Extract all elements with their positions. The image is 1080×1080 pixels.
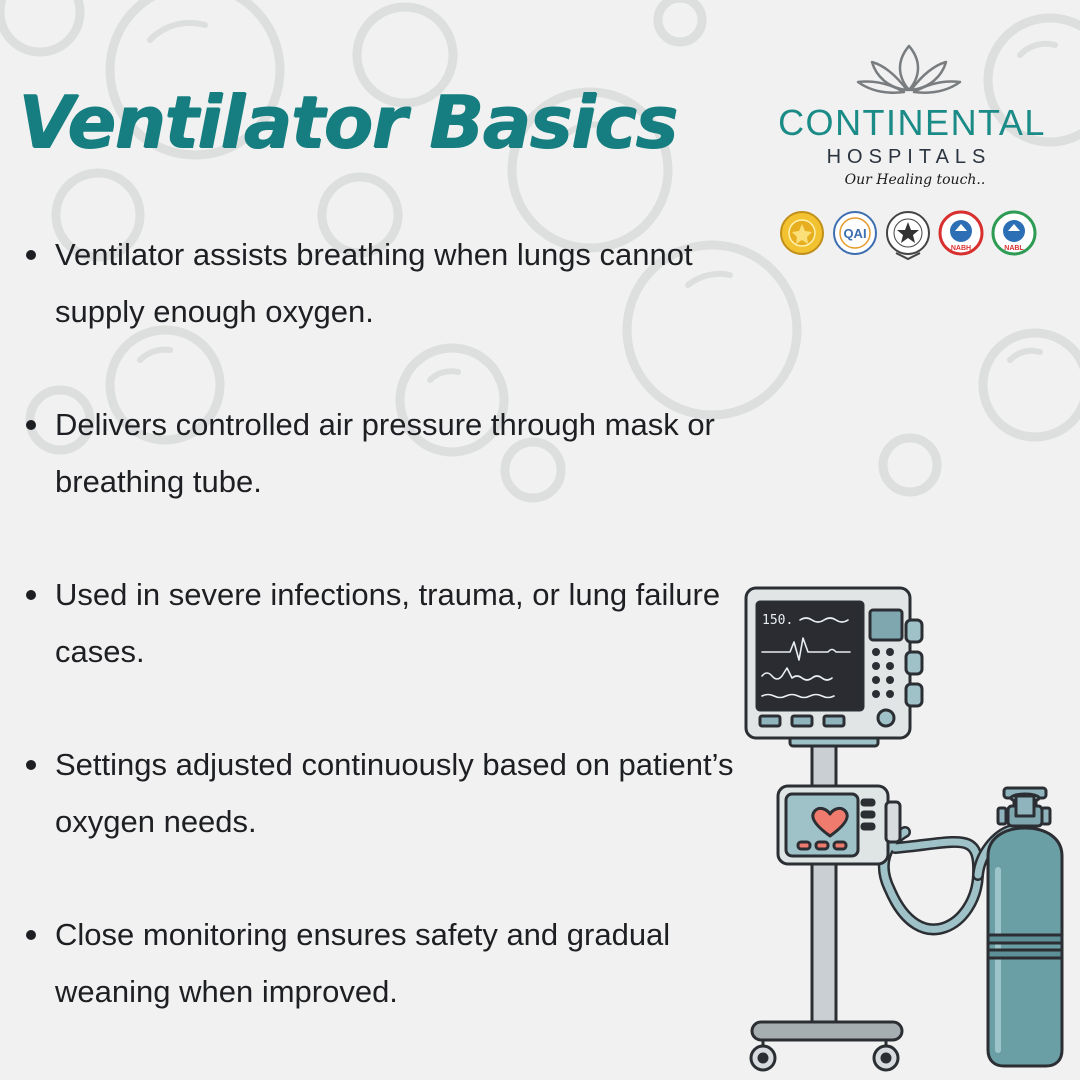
bullet-icon xyxy=(26,590,36,600)
nabl-badge-icon xyxy=(993,212,1035,254)
list-item-text: Settings adjusted continuously based on patient’s oxygen needs. xyxy=(55,747,734,839)
svg-text:NABH: NABH xyxy=(950,245,972,252)
lotus-icon xyxy=(854,38,964,98)
bullet-list xyxy=(26,226,736,1076)
bullet-icon xyxy=(26,760,36,770)
star-emblem-icon xyxy=(887,212,929,259)
svg-text:NABL: NABL xyxy=(1004,245,1024,252)
svg-text:QAI: QAI xyxy=(843,226,867,241)
list-item xyxy=(26,736,736,850)
bullet-icon xyxy=(26,250,36,260)
brand-tagline: Our Healing touch.. xyxy=(844,172,986,188)
list-item xyxy=(26,396,736,510)
gold-seal-icon xyxy=(781,212,823,254)
qai-badge-icon xyxy=(834,212,876,254)
list-item-text: Used in severe infections, trauma, or lung failure cases. xyxy=(55,577,721,669)
stand-pole xyxy=(812,740,836,1030)
bullet-icon xyxy=(26,420,36,430)
accreditation-badges xyxy=(780,210,1040,262)
list-item-text: Delivers controlled air pressure through mask or breathing tube. xyxy=(55,407,715,499)
list-item xyxy=(26,226,736,340)
wheel-icon xyxy=(751,1046,775,1070)
nabh-badge-icon xyxy=(940,212,982,254)
list-item xyxy=(26,566,736,680)
list-item-text: Close monitoring ensures safety and gradual weaning when improved. xyxy=(55,917,671,1009)
hospital-logo xyxy=(760,38,1060,268)
bullet-icon xyxy=(26,930,36,940)
wheel-icon xyxy=(874,1046,898,1070)
page-title: Ventilator Basics xyxy=(18,80,677,164)
brand-subname: HOSPITALS xyxy=(826,146,992,168)
stand-base xyxy=(752,1022,902,1040)
list-item-text: Ventilator assists breathing when lungs cannot supply enough oxygen. xyxy=(55,237,693,329)
knob-icon xyxy=(878,710,894,726)
screen-reading: 150. xyxy=(762,613,794,628)
brand-name: CONTINENTAL xyxy=(778,102,1046,143)
ventilator-illustration xyxy=(730,580,1070,1080)
list-item xyxy=(26,906,736,1020)
